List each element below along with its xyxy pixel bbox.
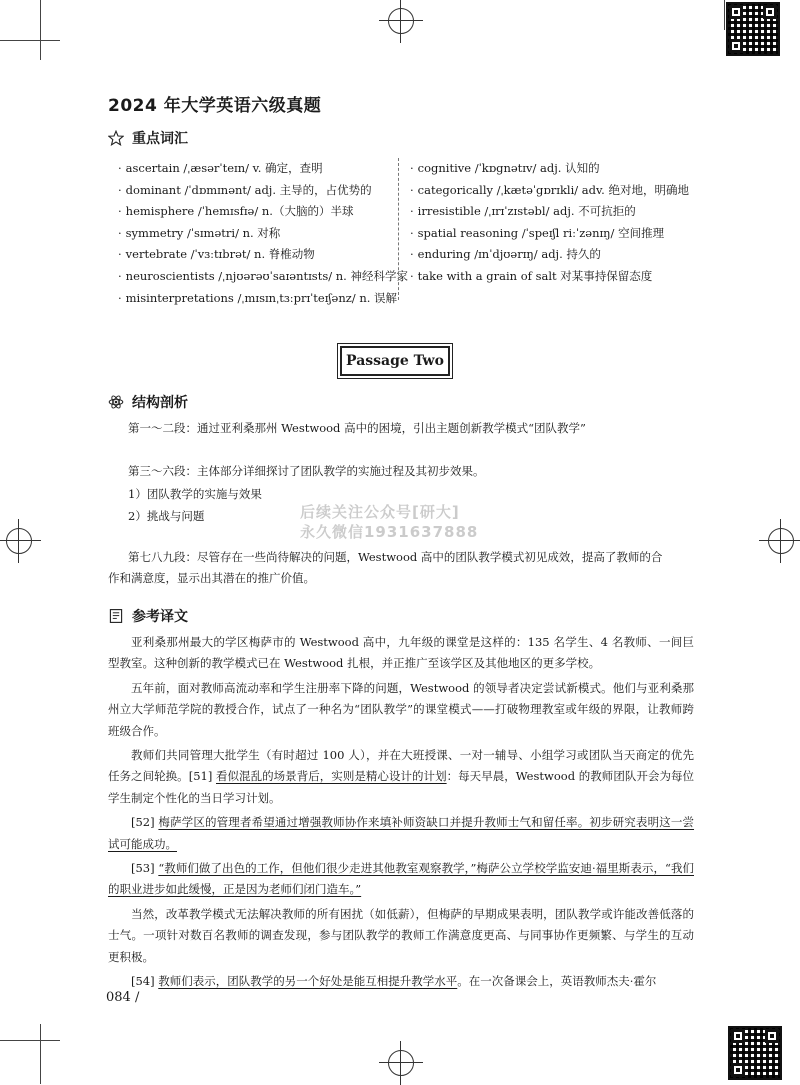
structure-item: 2）挑战与问题 [128, 509, 205, 523]
translation-paragraph: [52] 梅萨学区的管理者希望通过增强教师协作来填补师资缺口并提升教师士气和留任率。初步研究表明这一尝试可能成功。 [108, 815, 695, 851]
vocab-item: · misinterpretations /ˌmɪsɪnˌtɜːprɪˈteɪʃənz/ n. 误解 [118, 290, 398, 305]
vocab-item: · spatial reasoning /ˈspeɪʃl riːˈzənɪŋ/ 空间推理 [410, 225, 665, 240]
vocab-list-left [118, 158, 408, 309]
vocab-item: · symmetry /ˈsɪmətri/ n. 对称 [118, 225, 281, 240]
vocab-heading-label: 重点词汇 [132, 131, 188, 147]
structure-p1: 第一～二段：通过亚利桑那州 Westwood 高中的困境，引出主题创新教学模式“团队教学” [128, 421, 586, 435]
crop-mark [40, 1024, 41, 1084]
registration-mark-left [6, 528, 32, 554]
vocab-item: · irresistible /ˌɪrɪˈzɪstəbl/ adj. 不可抗拒的 [410, 204, 636, 219]
registration-mark-bottom [388, 1050, 414, 1076]
qr-code-icon [726, 2, 780, 56]
page-title: 2024 年大学英语六级真题 [108, 96, 322, 116]
crop-mark [0, 40, 60, 41]
structure-item: 1）团队教学的实施与效果 [128, 487, 262, 501]
registration-mark-right [768, 528, 794, 554]
vocab-item: · enduring /ɪnˈdjʊərɪŋ/ adj. 持久的 [410, 247, 601, 262]
translation-paragraph: [54] 教师们表示，团队教学的另一个好处是能互相提升教学水平。在一次备课会上，英语教师杰夫·霍尔 [131, 974, 657, 989]
translation-heading [108, 606, 188, 626]
structure-heading-label: 结构剖析 [132, 395, 188, 411]
vocab-item: · take with a grain of salt 对某事持保留态度 [410, 268, 653, 283]
watermark-text: 后续关注公众号[研大] 永久微信1931637888 [300, 503, 479, 541]
crop-mark [724, 0, 725, 30]
translation-paragraph: 教师们共同管理大批学生（有时超过 100 人），并在大班授课、一对一辅导、小组学习或团队当天商定的优先任务之间轮换。[51] 看似混乱的场景背后，实则是精心设计的计划：每天早晨，Westwood 的教师团队开会为每位学生制定个性化的当日学习计划。 [108, 748, 695, 805]
vocab-item: · neuroscientists /ˌnjʊərəʊˈsaɪəntɪsts/ n. 神经科学家 [118, 268, 408, 283]
vocab-item: · hemisphere /ˈhemɪsfɪə/ n.（大脑的）半球 [118, 204, 354, 219]
translation-paragraph: [53] “教师们做了出色的工作，但他们很少走进其他教室观察教学，”梅萨公立学校学监安迪·福里斯表示，“我们的职业进步如此缓慢，正是因为老师们闭门造车。” [108, 861, 694, 897]
structure-p2: 第三～六段：主体部分详细探讨了团队教学的实施过程及其初步效果。 [128, 464, 485, 478]
star-icon [108, 130, 124, 146]
translation-paragraph: 五年前，面对教师高流动率和学生注册率下降的问题，Westwood 的领导者决定尝试新模式。他们与亚利桑那州立大学师范学院的教授合作，试点了一种名为“团队教学”的课堂模式——打破物理教室或年级的界限，让教师跨班级合作。 [108, 680, 694, 738]
structure-heading [108, 392, 188, 412]
column-divider [398, 158, 399, 300]
vocab-list-right [410, 158, 689, 288]
atom-icon [108, 394, 124, 410]
page-number: 084 / [106, 990, 140, 1005]
vocab-heading [108, 128, 188, 148]
vocab-item: · dominant /ˈdɒmɪnənt/ adj. 主导的，占优势的 [118, 182, 372, 197]
vocab-item: · cognitive /ˈkɒgnətɪv/ adj. 认知的 [410, 161, 600, 175]
translation-body [108, 632, 694, 996]
vocab-item: · vertebrate /ˈvɜːtɪbrət/ n. 脊椎动物 [118, 247, 315, 262]
registration-mark-top [388, 8, 414, 34]
qr-code-icon [728, 1026, 782, 1080]
vocab-item: · ascertain /ˌæsərˈteɪn/ v. 确定，查明 [118, 161, 323, 175]
translation-paragraph: 当然，改革教学模式无法解决教师的所有困扰（如低薪），但梅萨的早期成果表明，团队教学或许能改善低落的士气。一项针对数百名教师的调查发现，参与团队教学的教师工作满意度更高、与同事协作更频繁、与学生的互动更积极。 [108, 906, 694, 964]
vocab-item: · categorically /ˌkætəˈgɒrɪkli/ adv. 绝对地，明确地 [410, 182, 689, 197]
passage-label: Passage Two [340, 346, 450, 376]
translation-paragraph: 亚利桑那州最大的学区梅萨市的 Westwood 高中，九年级的课堂是这样的：135 名学生、4 名教师、一间巨型教室。这种创新的教学模式已在 Westwood 扎根，并正推广至该学区及其他地区的更多学校。 [108, 635, 694, 671]
crop-mark [0, 1040, 60, 1041]
structure-p3: 第七八九段：尽管存在一些尚待解决的问题，Westwood 高中的团队教学模式初见成效，提高了教师的合 作和满意度，显示出其潜在的推广价值。 [108, 550, 663, 585]
translation-heading-label: 参考译文 [132, 609, 188, 625]
crop-mark [40, 0, 41, 60]
document-icon [108, 608, 124, 624]
